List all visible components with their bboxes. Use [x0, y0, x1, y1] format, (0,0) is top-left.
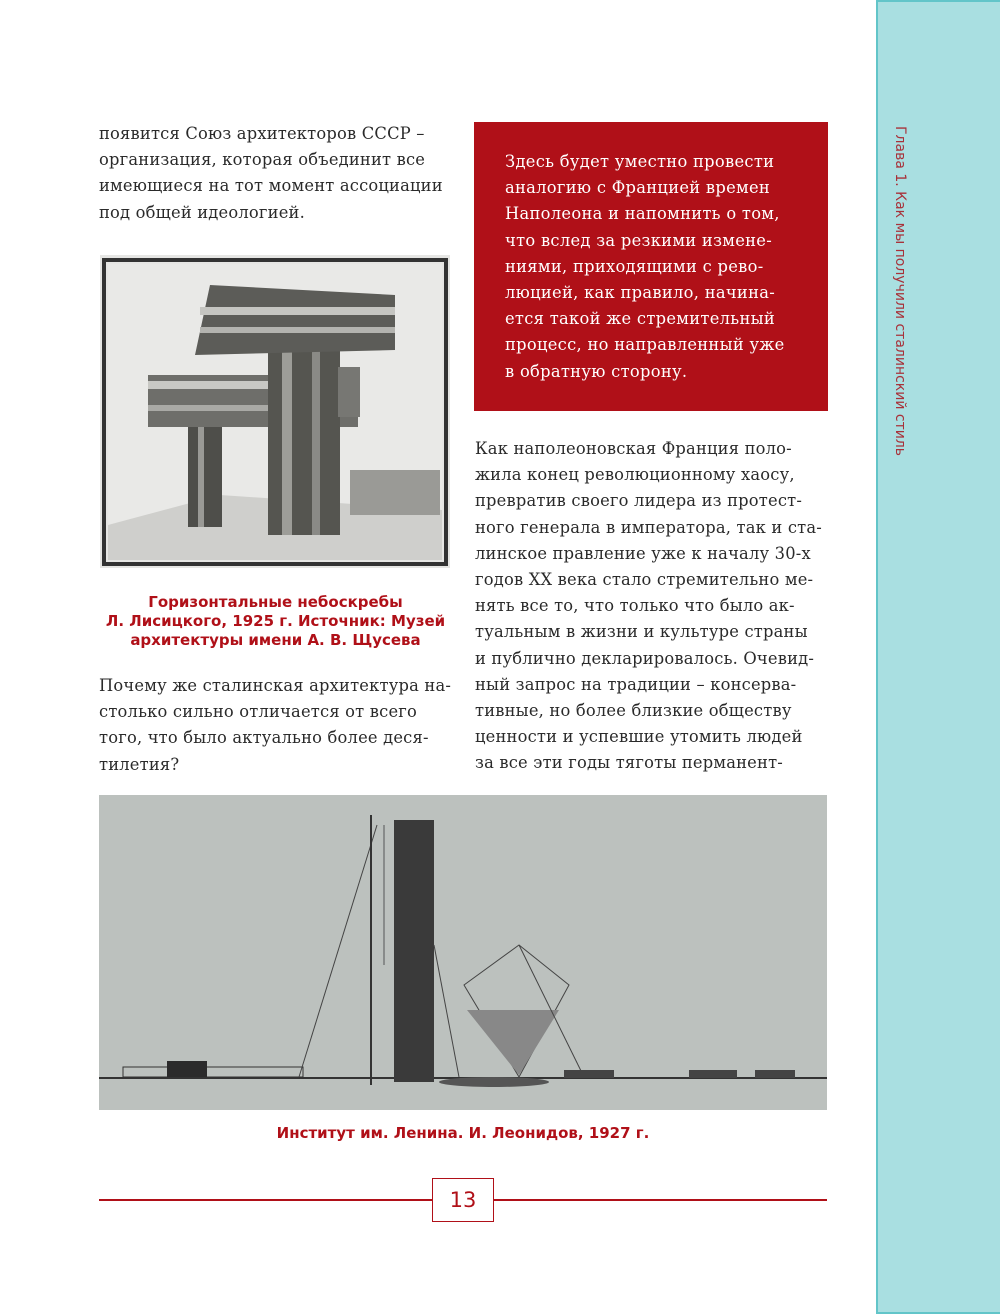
callout-box: [474, 122, 828, 411]
page-number: 13: [432, 1178, 494, 1222]
caption-line: Л. Лисицкого, 1925 г. Источник: Музей: [105, 612, 446, 630]
text-line: столько сильно отличается от всего: [99, 702, 418, 722]
text-line: Почему же сталинская архитектура на-: [99, 676, 452, 695]
text-line: нять все то, что только что было ак-: [475, 596, 795, 616]
text-line: того, что было актуально более деся-: [99, 728, 429, 748]
text-line: тилетия?: [99, 754, 180, 774]
caption-line: Горизонтальные небоскребы: [148, 593, 403, 611]
text-line: что вслед за резкими измене-: [505, 230, 773, 250]
text-line: появится Союз архитекторов СССР –: [99, 124, 425, 143]
text-line: жила конец революционному хаосу,: [475, 465, 795, 485]
text-line: организация, которая объединит все: [99, 150, 426, 170]
text-line: в обратную сторону.: [505, 361, 688, 381]
paragraph-1: [99, 121, 454, 226]
text-line: тивные, но более близкие обществу: [475, 701, 792, 721]
text-line: линское правление уже к началу 30-х: [475, 543, 811, 563]
text-line: ный запрос на традиции – консерва-: [475, 674, 797, 694]
text-line: за все эти годы тяготы перманент-: [475, 753, 783, 773]
text-line: аналогию с Францией времен: [505, 178, 771, 198]
text-line: Наполеона и напомнить о том,: [505, 204, 780, 224]
text-line: имеющиеся на тот момент ассоциации: [99, 176, 443, 196]
chapter-title: Глава 1. Как мы получили сталинский стиль: [892, 126, 908, 457]
paragraph-2: [99, 673, 454, 778]
text-line: ется такой же стремительный: [505, 309, 776, 329]
figure-horizontal-skyscrapers-image: [100, 255, 450, 568]
figure-2-caption: Институт им. Ленина. И. Леонидов, 1927 г.: [276, 1124, 650, 1142]
text-line: ниями, приходящими с рево-: [505, 256, 764, 276]
text-line: люцией, как правило, начина-: [505, 283, 776, 303]
text-line: Здесь будет уместно провести: [505, 152, 775, 171]
text-line: Как наполеоновская Франция поло-: [475, 439, 792, 458]
text-line: процесс, но направленный уже: [505, 335, 785, 355]
text-line: ценности и успевшие утомить людей: [475, 727, 803, 747]
text-line: ного генерала в императора, так и ста-: [475, 517, 822, 537]
text-line: и публично декларировалось. Очевид-: [475, 648, 815, 668]
text-line: под общей идеологией.: [99, 202, 305, 222]
text-line: годов XX века стало стремительно ме-: [475, 570, 814, 590]
figure-1-caption: [99, 593, 452, 650]
chapter-sidebar: [876, 0, 1000, 1314]
paragraph-3: [475, 436, 830, 777]
text-line: туальным в жизни и культуре страны: [475, 622, 808, 642]
caption-line: архитектуры имени А. В. Щусева: [130, 631, 421, 649]
figure-lenin-institute-image: [99, 795, 827, 1110]
text-line: превратив своего лидера из протест-: [475, 491, 803, 511]
